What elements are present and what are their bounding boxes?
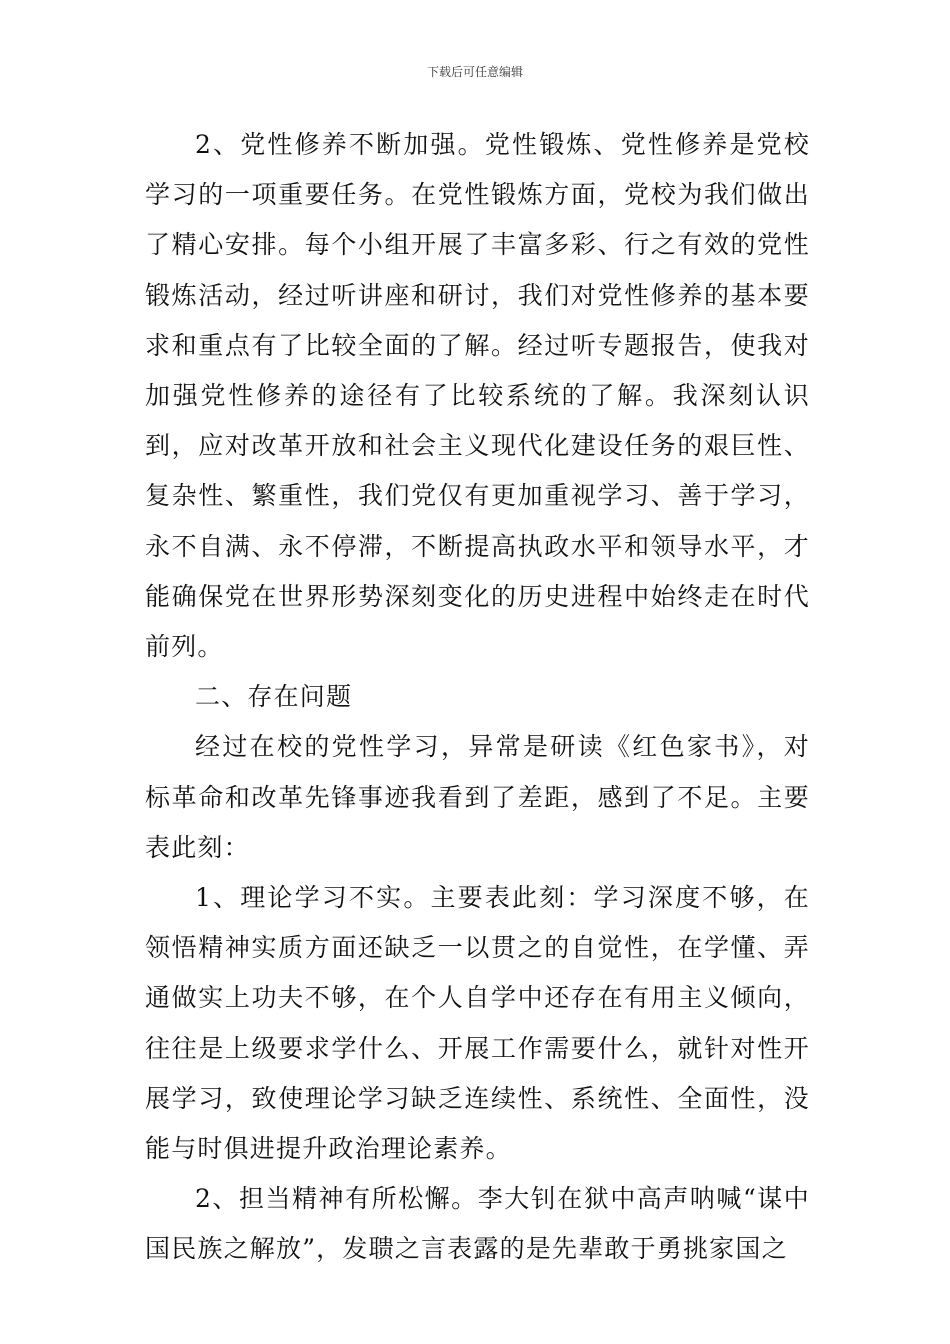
section-heading-existing-problems: 二、存在问题 bbox=[195, 682, 353, 712]
paragraph-responsibility: 2、担当精神有所松懈。李大钊在狱中高声呐喊“谋中国民族之解放”，发聩之言表露的是先辈敢于勇挑家国之 bbox=[145, 1184, 810, 1264]
page-header: 下载后可任意编辑 bbox=[426, 65, 523, 79]
paragraph-problems-intro: 经过在校的党性学习，异常是研读《红色家书》，对标革命和改革先锋事迹我看到了差距，感到了不足。主要表此刻： bbox=[145, 732, 810, 862]
paragraph-party-cultivation: 2、党性修养不断加强。党性锻炼、党性修养是党校学习的一项重要任务。在党性锻炼方面，党校为我们做出了精心安排。每个小组开展了丰富多彩、行之有效的党性锻炼活动，经过听讲座和研讨，我们对党性修养的基本要求和重点有了比较全面的了解。经过听专题报告，使我对加强党性修养的途径有了比较系统的了解。我深刻认识到，应对改革开放和社会主义现代化建设任务的艰巨性、复杂性、繁重性，我们党仅有更加重视学习、善于学习，永不自满、永不停滞，不断提高执政水平和领导水平，才能确保党在世界形势深刻变化的历史进程中始终走在时代前列。 bbox=[145, 130, 810, 662]
paragraph-theory-study: 1、理论学习不实。主要表此刻：学习深度不够，在领悟精神实质方面还缺乏一以贯之的自觉性，在学懂、弄通做实上功夫不够，在个人自学中还存在有用主义倾向，往往是上级要求学什么、开展工作需要什么，就针对性开展学习，致使理论学习缺乏连续性、系统性、全面性，没能与时俱进提升政治理论素养。 bbox=[145, 883, 810, 1164]
document-body bbox=[145, 120, 810, 1275]
